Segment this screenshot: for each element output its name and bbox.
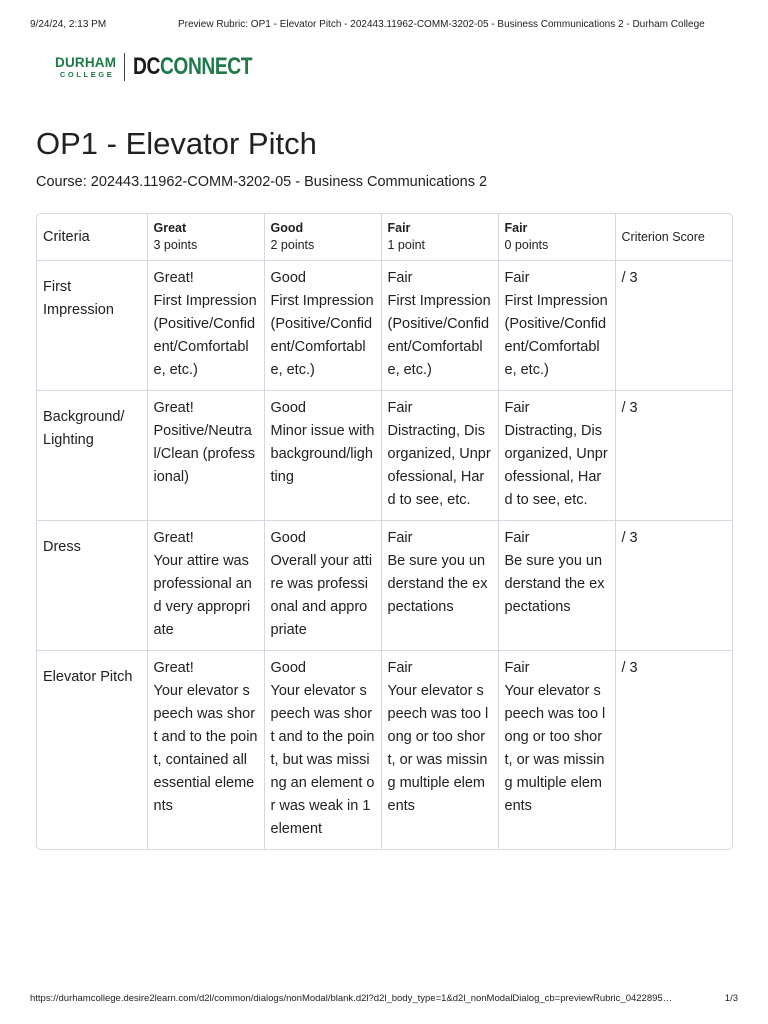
level-cell[interactable] [381,261,498,391]
logo-dc: DC [133,53,161,80]
level-description: Fair Be sure you understand the expectations [387,530,488,615]
level-cell[interactable] [381,521,498,651]
level-cell[interactable] [498,651,615,850]
logo-line-durham: DURHAM [55,54,117,70]
dcconnect-wordmark [133,54,252,80]
level-name: Fair [504,221,528,235]
level-name: Fair [387,221,411,235]
rubric-row [37,261,732,391]
level-description: Fair First Impression (Positive/Confident/Comfortable, etc.) [387,270,491,378]
level-description: Fair Distracting, Disorganized, Unprofessional, Hard to see, etc. [504,400,608,508]
level-cell[interactable] [147,391,264,521]
level-description: Fair Distracting, Disorganized, Unprofessional, Hard to see, etc. [387,400,491,508]
criterion-name: Dress [43,539,81,555]
criterion-cell [37,651,147,850]
level-cell[interactable] [264,391,381,521]
print-datetime: 9/24/24, 2:13 PM [30,19,107,30]
level-cell[interactable] [264,651,381,850]
rubric-header [37,214,732,261]
criterion-cell [37,521,147,651]
print-header [30,19,738,30]
criterion-name: Background/ Lighting [43,409,125,448]
level-cell[interactable] [381,651,498,850]
level-header-fair-0 [498,214,615,261]
level-description: Great! Your elevator speech was short and to the point, contained all essential elements [153,660,258,814]
criterion-score-header: Criterion Score [615,214,732,261]
level-header-good [264,214,381,261]
rubric-body [37,261,732,850]
level-description: Good Overall your attire was professional and appropriate [270,530,373,638]
criteria-header: Criteria [37,214,147,261]
criterion-score-cell [615,521,732,651]
level-description: Great! Your attire was professional and very appropriate [153,530,252,638]
criterion-score-cell [615,261,732,391]
level-cell[interactable] [147,521,264,651]
level-cell[interactable] [147,261,264,391]
criterion-score-cell [615,391,732,521]
level-name: Good [270,221,304,235]
criterion-cell [37,261,147,391]
logo-line-college: COLLEGE [59,69,115,79]
rubric-table [37,214,732,849]
criterion-score: / 3 [621,270,638,286]
criterion-name: First Impression [43,279,114,318]
rubric-row [37,391,732,521]
level-cell[interactable] [381,391,498,521]
rubric-header-row [37,214,732,261]
level-description: Good Minor issue with background/lighting [270,400,375,485]
page-title: OP1 - Elevator Pitch [36,126,317,161]
print-page-title: Preview Rubric: OP1 - Elevator Pitch - 202443.11962-COMM-3202-05 - Business Communications 2 - Durham College [178,19,705,30]
level-description: Fair Be sure you understand the expectations [504,530,605,615]
criterion-cell [37,391,147,521]
level-description: Fair Your elevator speech was too long or too short, or was missing multiple elements [504,660,606,814]
level-cell[interactable] [264,261,381,391]
level-points: 2 points [270,238,315,252]
print-page-count: 1/3 [724,993,738,1004]
level-description: Fair First Impression (Positive/Confident/Comfortable, etc.) [504,270,608,378]
level-cell[interactable] [498,521,615,651]
level-name: Great [153,221,187,235]
level-points: 1 point [387,238,426,252]
dcconnect-logo[interactable] [55,52,282,82]
print-url: https://durhamcollege.desire2learn.com/d2l/common/dialogs/nonModal/blank.d2l?d2l_body_type=1&d2l_nonModalDialog_cb=previewRubric_0422895… [30,993,673,1004]
logo-divider [124,53,125,81]
logo-connect: CONNECT [160,53,253,80]
criterion-score: / 3 [621,400,638,416]
level-description: Good First Impression (Positive/Confident/Comfortable, etc.) [270,270,374,378]
level-points: 0 points [504,238,549,252]
level-description: Great! First Impression (Positive/Confident/Comfortable, etc.) [153,270,257,378]
criterion-score: / 3 [621,660,638,676]
level-description: Good Your elevator speech was short and to the point, but was missing an element or was weak in 1 element [270,660,375,837]
level-description: Great! Positive/Neutral/Clean (professional) [153,400,256,485]
level-cell[interactable] [498,261,615,391]
criterion-score: / 3 [621,530,638,546]
rubric-table-container [36,213,733,850]
level-header-great [147,214,264,261]
level-description: Fair Your elevator speech was too long or too short, or was missing multiple elements [387,660,489,814]
level-cell[interactable] [147,651,264,850]
criterion-name: Elevator Pitch [43,669,133,685]
rubric-row [37,521,732,651]
level-points: 3 points [153,238,198,252]
course-info: Course: 202443.11962-COMM-3202-05 - Business Communications 2 [36,174,488,190]
level-cell[interactable] [264,521,381,651]
level-header-fair-1 [381,214,498,261]
rubric-row [37,651,732,850]
durham-college-wordmark [55,56,116,79]
level-cell[interactable] [498,391,615,521]
criterion-score-cell [615,651,732,850]
print-footer [30,993,738,1004]
